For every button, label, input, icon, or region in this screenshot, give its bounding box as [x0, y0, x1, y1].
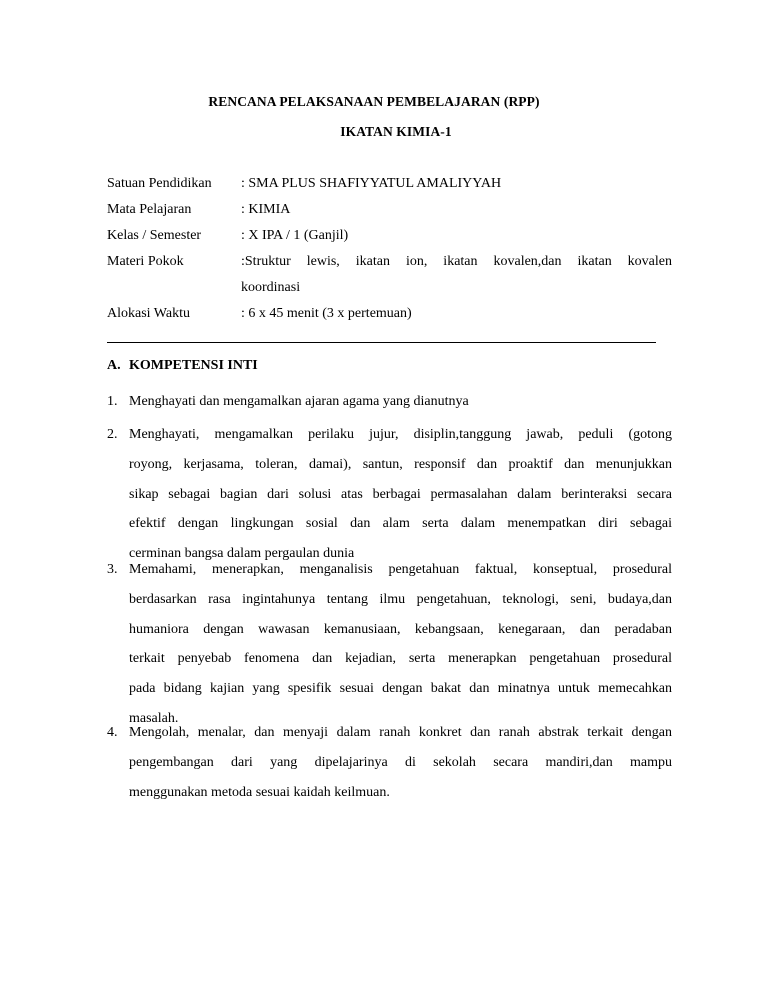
list-item-line: pengembangan dari yang dipelajarinya di sekolah secara mandiri,dan mampu [129, 754, 672, 770]
list-item-line: humaniora dengan wawasan kemanusiaan, kebangsaan, kenegaraan, dan peradaban [129, 621, 672, 637]
identity-value-line: :Struktur lewis, ikatan ion, ikatan kovalen,dan ikatan kovalen [241, 254, 672, 269]
list-item-text [129, 387, 672, 417]
identity-value: : KIMIA [241, 202, 291, 217]
list-item-line: menggunakan metoda sesuai kaidah keilmuan. [129, 784, 390, 800]
list-item-line: sikap sebagai bagian dari solusi atas berbagai permasalahan dalam berinteraksi secara [129, 486, 672, 502]
list-item-line: cerminan bangsa dalam pergaulan dunia [129, 546, 355, 562]
section-heading-text: KOMPETENSI INTI [129, 358, 258, 373]
horizontal-divider [107, 342, 656, 343]
list-item-text [129, 555, 672, 734]
identity-label: Materi Pokok [107, 254, 184, 269]
identity-label: Mata Pelajaran [107, 202, 192, 217]
list-item-text [129, 718, 672, 807]
identity-value [241, 249, 672, 301]
identity-label: Satuan Pendidikan [107, 176, 212, 191]
identity-value-line: koordinasi [241, 280, 301, 295]
document-title: RENCANA PELAKSANAAN PEMBELAJARAN (RPP) [208, 94, 540, 109]
document-subtitle: IKATAN KIMIA-1 [340, 124, 452, 139]
list-item-line: efektif dengan lingkungan sosial dan alam serta dalam menempatkan diri sebagai [129, 516, 672, 532]
list-item-line: pada bidang kajian yang spesifik sesuai dengan bakat dan minatnya untuk memecahkan [129, 681, 672, 697]
list-item-line: Menghayati, mengamalkan perilaku jujur, disiplin,tanggung jawab, peduli (gotong [129, 427, 672, 442]
list-item-number: 3. [107, 562, 118, 577]
identity-value: : X IPA / 1 (Ganjil) [241, 228, 349, 243]
list-item-line: royong, kerjasama, toleran, damai), santun, responsif dan proaktif dan menunjukkan [129, 456, 672, 472]
list-item-number: 4. [107, 725, 118, 740]
identity-label: Alokasi Waktu [107, 306, 190, 321]
list-item-line: Menghayati dan mengamalkan ajaran agama yang dianutnya [129, 394, 469, 409]
list-item-line: Mengolah, menalar, dan menyaji dalam ranah konkret dan ranah abstrak terkait dengan [129, 725, 672, 740]
list-item-number: 2. [107, 427, 118, 442]
list-item-number: 1. [107, 394, 118, 409]
list-item-text [129, 420, 672, 569]
list-item-line: Memahami, menerapkan, menganalisis pengetahuan faktual, konseptual, prosedural [129, 562, 672, 577]
list-item-line: berdasarkan rasa ingintahunya tentang ilmu pengetahuan, teknologi, seni, budaya,dan [129, 591, 672, 607]
list-item-line: terkait penyebab fenomena dan kejadian, serta menerapkan pengetahuan prosedural [129, 651, 672, 667]
section-letter: A. [107, 358, 121, 373]
identity-value: : 6 x 45 menit (3 x pertemuan) [241, 306, 412, 321]
identity-value: : SMA PLUS SHAFIYYATUL AMALIYYAH [241, 176, 502, 191]
identity-label: Kelas / Semester [107, 228, 202, 243]
list-item-line: masalah. [129, 710, 179, 726]
section-heading-kompetensi-inti [107, 353, 258, 379]
